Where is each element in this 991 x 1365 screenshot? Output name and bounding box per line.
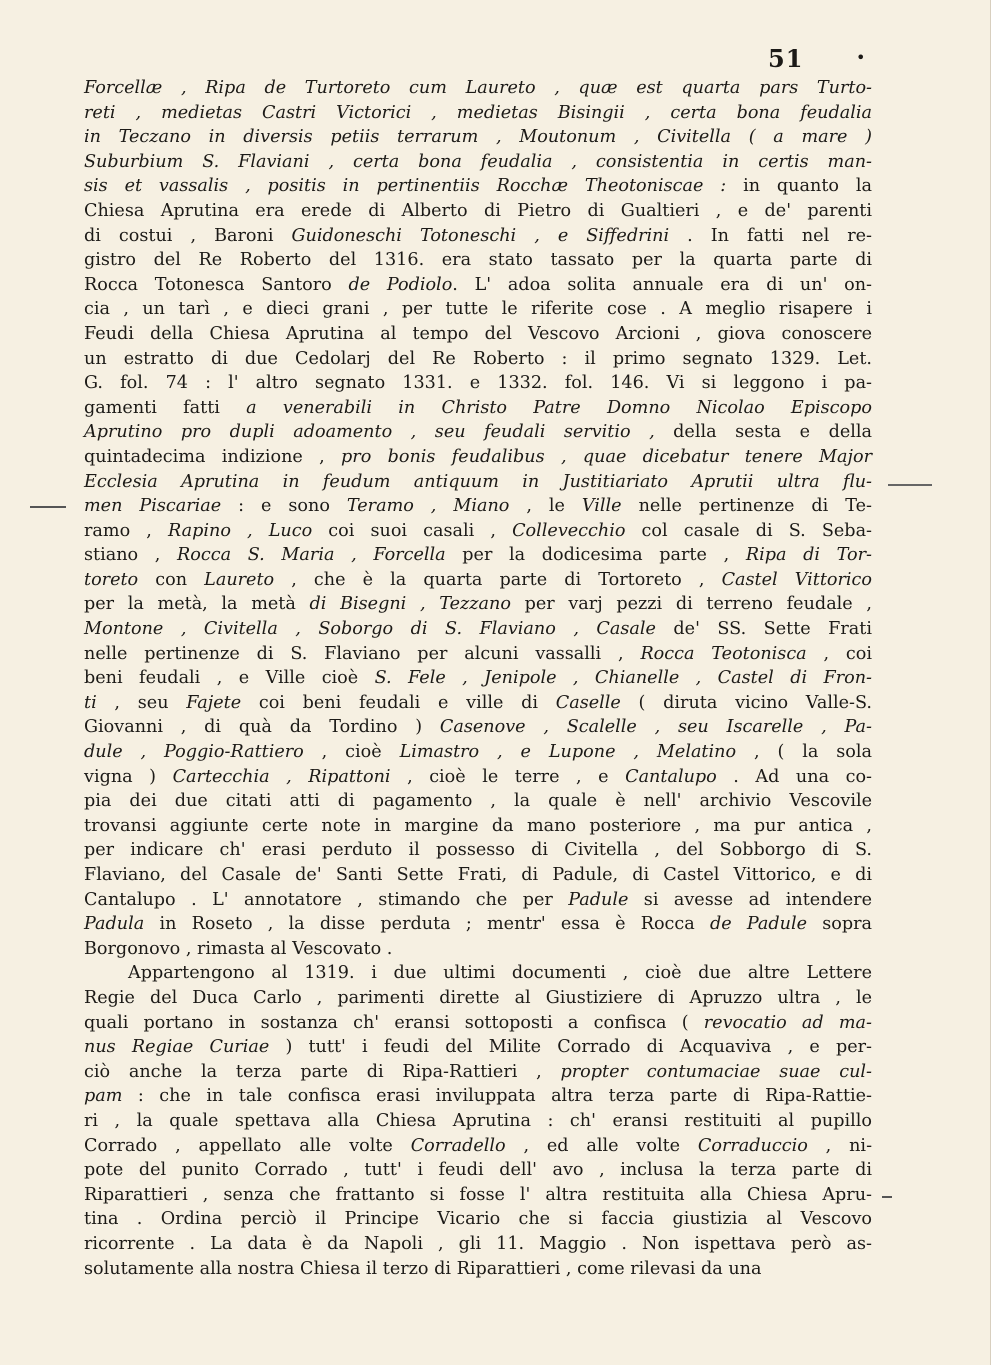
text-line — [84, 1035, 872, 1060]
italic-text: Cartecchia , Ripattoni — [172, 766, 391, 787]
text-segment: in quanto la — [726, 176, 872, 197]
italic-text: Guidoneschi Totoneschi , e Siffedrini — [291, 225, 670, 246]
text-segment: cia , un tarì , e dieci grani , per tutte le riferite cose . A meglio risapere i — [84, 299, 872, 320]
italic-text: Aprutino pro dupli adoamento , seu feudali servitio , — [84, 422, 655, 443]
text-segment: per indicare ch' erasi perduto il possesso di Civitella , del Sobborgo di S. — [84, 840, 872, 861]
text-segment: Borgonovo , rimasta al Vescovato . — [84, 938, 393, 959]
text-segment: , cioè — [303, 742, 400, 763]
text-segment: . Ad una co- — [716, 766, 872, 787]
italic-text: nus Regiae Curiae — [84, 1037, 270, 1058]
text-segment: gamenti fatti — [84, 397, 247, 418]
text-line — [84, 961, 872, 986]
italic-text: Corraduccio — [697, 1135, 808, 1156]
text-line — [84, 838, 872, 863]
page-number: 51 — [768, 44, 804, 73]
text-line — [84, 470, 872, 495]
text-segment: ciò anche la terza parte di Ripa-Rattieri , — [84, 1061, 561, 1082]
text-segment: si avesse ad intendere — [628, 889, 873, 910]
text-segment: Cantalupo . L' annotatore , stimando che per — [84, 889, 569, 910]
italic-text: Cantalupo — [625, 766, 717, 787]
text-segment: nelle pertinenze di Te- — [621, 496, 872, 517]
text-line — [84, 248, 872, 273]
text-segment: , cioè le terre , e — [390, 766, 626, 787]
text-line — [84, 445, 872, 470]
margin-mark-right — [888, 484, 932, 486]
text-line — [84, 740, 872, 765]
italic-text: pam — [84, 1086, 123, 1107]
text-line — [84, 420, 872, 445]
text-segment: G. fol. 74 : l' altro segnato 1331. e 1332. fol. 146. Vi si leggono i pa- — [84, 373, 872, 394]
italic-text: Castel Vittorico — [721, 569, 873, 590]
text-line — [84, 396, 872, 421]
text-segment: stiano , — [84, 545, 178, 566]
text-line — [84, 937, 872, 962]
italic-text: Forcellæ , Ripa de Turtoreto cum Laureto , quæ est quarta pars Turto- — [84, 78, 872, 98]
italic-text: propter contumaciae suae cul- — [560, 1061, 872, 1082]
text-line — [84, 789, 872, 814]
text-line — [84, 1060, 872, 1085]
text-segment: pia dei due citati atti di pagamento , la quale è nell' archivio Vescovile — [84, 791, 872, 812]
text-segment: quali portano in sostanza ch' eransi sottoposti a confisca ( — [84, 1012, 704, 1033]
margin-mark-left — [30, 506, 66, 508]
text-line — [84, 347, 872, 372]
text-segment: solutamente alla nostra Chiesa il terzo di Riparattieri , come rilevasi da una — [84, 1258, 762, 1279]
italic-text: reti , medietas Castri Victorici , medietas Bisingii , certa bona feudalia — [84, 102, 872, 123]
text-line — [84, 174, 872, 199]
text-segment: ricorrente . La data è da Napoli , gli 11. Maggio . Non ispettava però as- — [84, 1233, 872, 1254]
text-line — [84, 273, 872, 298]
text-segment: in Roseto , la disse perduta ; mentr' essa è Rocca — [144, 914, 710, 935]
italic-text: Montone , Civitella , Soborgo di S. Flaviano , Casale — [84, 619, 656, 640]
text-segment: , coi — [806, 643, 872, 664]
italic-text: Limastro , e Lupone , Melatino — [399, 742, 737, 763]
text-line — [84, 125, 872, 150]
italic-text: Casenove , Scalelle , seu Iscarelle , Pa- — [439, 717, 872, 738]
text-segment: trovansi aggiunte certe note in margine da mano posteriore , ma pur antica , — [84, 815, 872, 836]
text-line — [84, 297, 872, 322]
text-segment: ramo , — [84, 520, 168, 541]
text-line — [84, 568, 872, 593]
text-line — [84, 642, 872, 667]
text-line — [84, 224, 872, 249]
italic-text: Rapino , Luco — [167, 520, 313, 541]
text-line — [84, 371, 872, 396]
text-line — [84, 1232, 872, 1257]
text-segment: quintadecima indizione , — [84, 446, 342, 467]
text-line — [84, 765, 872, 790]
text-line — [84, 1158, 872, 1183]
text-segment: col casale di S. Seba- — [625, 520, 872, 541]
italic-text: Teramo , Miano — [346, 496, 510, 517]
italic-text: Rocca Teotonisca — [640, 643, 807, 664]
text-segment: Giovanni , di quà da Tordino ) — [84, 717, 440, 738]
italic-text: men Piscariae — [84, 496, 222, 517]
text-segment: de' SS. Sette Frati — [655, 619, 872, 640]
text-segment: gistro del Re Roberto del 1316. era stato tassato per la quarta parte di — [84, 250, 872, 271]
text-line — [84, 814, 872, 839]
italic-text: Ville — [581, 496, 622, 517]
italic-text: Suburbium S. Flaviani , certa bona feudalia , consistentia in certis man- — [84, 151, 872, 172]
text-segment: nelle pertinenze di S. Flaviano per alcuni vassalli , — [84, 643, 641, 664]
italic-text: Ecclesia Aprutina in feudum antiquum in Justitiariato Aprutii ultra flu- — [84, 471, 872, 492]
italic-text: Padula — [84, 914, 145, 935]
text-segment: : e sono — [221, 496, 347, 517]
text-line — [84, 1134, 872, 1159]
text-line — [84, 150, 872, 175]
italic-text: de Padule — [709, 914, 807, 935]
text-segment: vigna ) — [84, 766, 173, 787]
italic-text: de Podiolo — [348, 274, 453, 295]
text-line — [84, 666, 872, 691]
text-line — [84, 1011, 872, 1036]
italic-text: ti — [84, 692, 97, 713]
text-segment: di costui , Baroni — [84, 225, 292, 246]
text-segment: ri , la quale spettava alla Chiesa Aprutina : ch' eransi restituiti al pupillo — [84, 1110, 872, 1131]
text-line — [84, 494, 872, 519]
text-line — [84, 1207, 872, 1232]
margin-mark-right-lower — [882, 1196, 892, 1198]
text-line — [84, 691, 872, 716]
text-segment: Riparattieri , senza che frattanto si fosse l' altra restituita alla Chiesa Apru- — [84, 1184, 872, 1205]
corner-mark: • — [856, 48, 866, 67]
italic-text: pro bonis feudalibus , quae dicebatur tenere Major — [341, 446, 873, 467]
text-line — [84, 1257, 872, 1282]
text-line — [84, 617, 872, 642]
text-segment: Feudi della Chiesa Aprutina al tempo del Vescovo Arcioni , giova conoscere — [84, 323, 872, 344]
italic-text: revocatio ad ma- — [703, 1012, 872, 1033]
text-line — [84, 1109, 872, 1134]
italic-text: sis et vassalis , positis in pertinentiis Rocchæ Theotoniscae : — [84, 176, 727, 197]
italic-text: toreto — [84, 569, 139, 590]
text-segment: , che è la quarta parte di Tortoreto , — [274, 569, 722, 590]
text-segment: Corrado , appellato alle volte — [84, 1135, 411, 1156]
text-segment: : che in tale confisca erasi inviluppata altra terza parte di Ripa-Rattie- — [122, 1086, 872, 1107]
text-line — [84, 986, 872, 1011]
text-segment: per la metà, la metà — [84, 594, 310, 615]
body-text — [84, 76, 872, 1281]
text-segment: un estratto di due Cedolarj del Re Roberto : il primo segnato 1329. Let. — [84, 348, 872, 369]
text-line — [84, 322, 872, 347]
text-line — [84, 101, 872, 126]
text-line — [84, 912, 872, 937]
text-segment: per la dodicesima parte , — [445, 545, 746, 566]
text-segment: beni feudali , e Ville cioè — [84, 668, 375, 689]
text-segment: ) tutt' i feudi del Milite Corrado di Acquaviva , e per- — [269, 1037, 872, 1058]
text-segment: pote del punito Corrado , tutt' i feudi dell' avo , inclusa la terza parte di — [84, 1160, 872, 1181]
italic-text: Rocca S. Maria , Forcella — [177, 545, 446, 566]
text-line — [84, 888, 872, 913]
italic-text: Padule — [568, 889, 629, 910]
text-segment: coi beni feudali e ville di — [241, 692, 556, 713]
text-segment: , ( la sola — [736, 742, 872, 763]
text-line — [84, 76, 872, 101]
text-segment: . L' adoa solita annuale era di un' on- — [452, 274, 872, 295]
text-segment: , le — [509, 496, 582, 517]
text-segment: Rocca Totonesca Santoro — [84, 274, 349, 295]
text-segment: Flaviano, del Casale de' Santi Sette Frati, di Padule, di Castel Vittorico, e di — [84, 865, 872, 885]
italic-text: Caselle — [555, 692, 621, 713]
italic-text: S. Fele , Jenipole , Chianelle , Castel di Fron- — [374, 668, 872, 689]
text-line — [84, 519, 872, 544]
text-segment: , ni- — [807, 1135, 873, 1156]
text-segment: Chiesa Aprutina era erede di Alberto di Pietro di Gualtieri , e de' parenti — [84, 200, 872, 221]
text-line — [84, 1183, 872, 1208]
text-segment: tina . Ordina perciò il Principe Vicario che si faccia giustizia al Vescovo — [84, 1209, 872, 1230]
italic-text: di Bisegni , Tezzano — [309, 594, 511, 615]
text-segment: ( diruta vicino Valle-S. — [620, 692, 872, 713]
italic-text: Fajete — [186, 692, 242, 713]
text-line — [84, 199, 872, 224]
italic-text: Laureto — [204, 569, 275, 590]
text-line — [84, 592, 872, 617]
text-line — [84, 1084, 872, 1109]
text-segment: coi suoi casali , — [312, 520, 513, 541]
text-line — [84, 543, 872, 568]
text-segment: , ed alle volte — [505, 1135, 698, 1156]
text-segment: . In fatti nel re- — [669, 225, 872, 246]
text-segment: per varj pezzi di terreno feudale , — [510, 594, 872, 615]
text-segment: della sesta e della — [654, 422, 872, 443]
italic-text: in Teczano in diversis petiis terrarum , Moutonum , Civitella ( a mare ) — [84, 127, 872, 148]
italic-text: Corradello — [410, 1135, 506, 1156]
italic-text: dule , Poggio-Rattiero — [84, 742, 304, 763]
text-segment: , seu — [96, 692, 187, 713]
italic-text: a venerabili in Christo Patre Domno Nicolao Episcopo — [246, 397, 872, 418]
text-segment: Appartengono al 1319. i due ultimi documenti , cioè due altre Lettere — [128, 963, 872, 984]
italic-text: Ripa di Tor- — [745, 545, 872, 566]
text-line — [84, 715, 872, 740]
text-segment: Regie del Duca Carlo , parimenti dirette al Giustiziere di Apruzzo ultra , le — [84, 987, 872, 1008]
text-line — [84, 863, 872, 888]
italic-text: Collevecchio — [512, 520, 626, 541]
text-segment: con — [138, 569, 205, 590]
text-segment: sopra — [807, 914, 872, 935]
